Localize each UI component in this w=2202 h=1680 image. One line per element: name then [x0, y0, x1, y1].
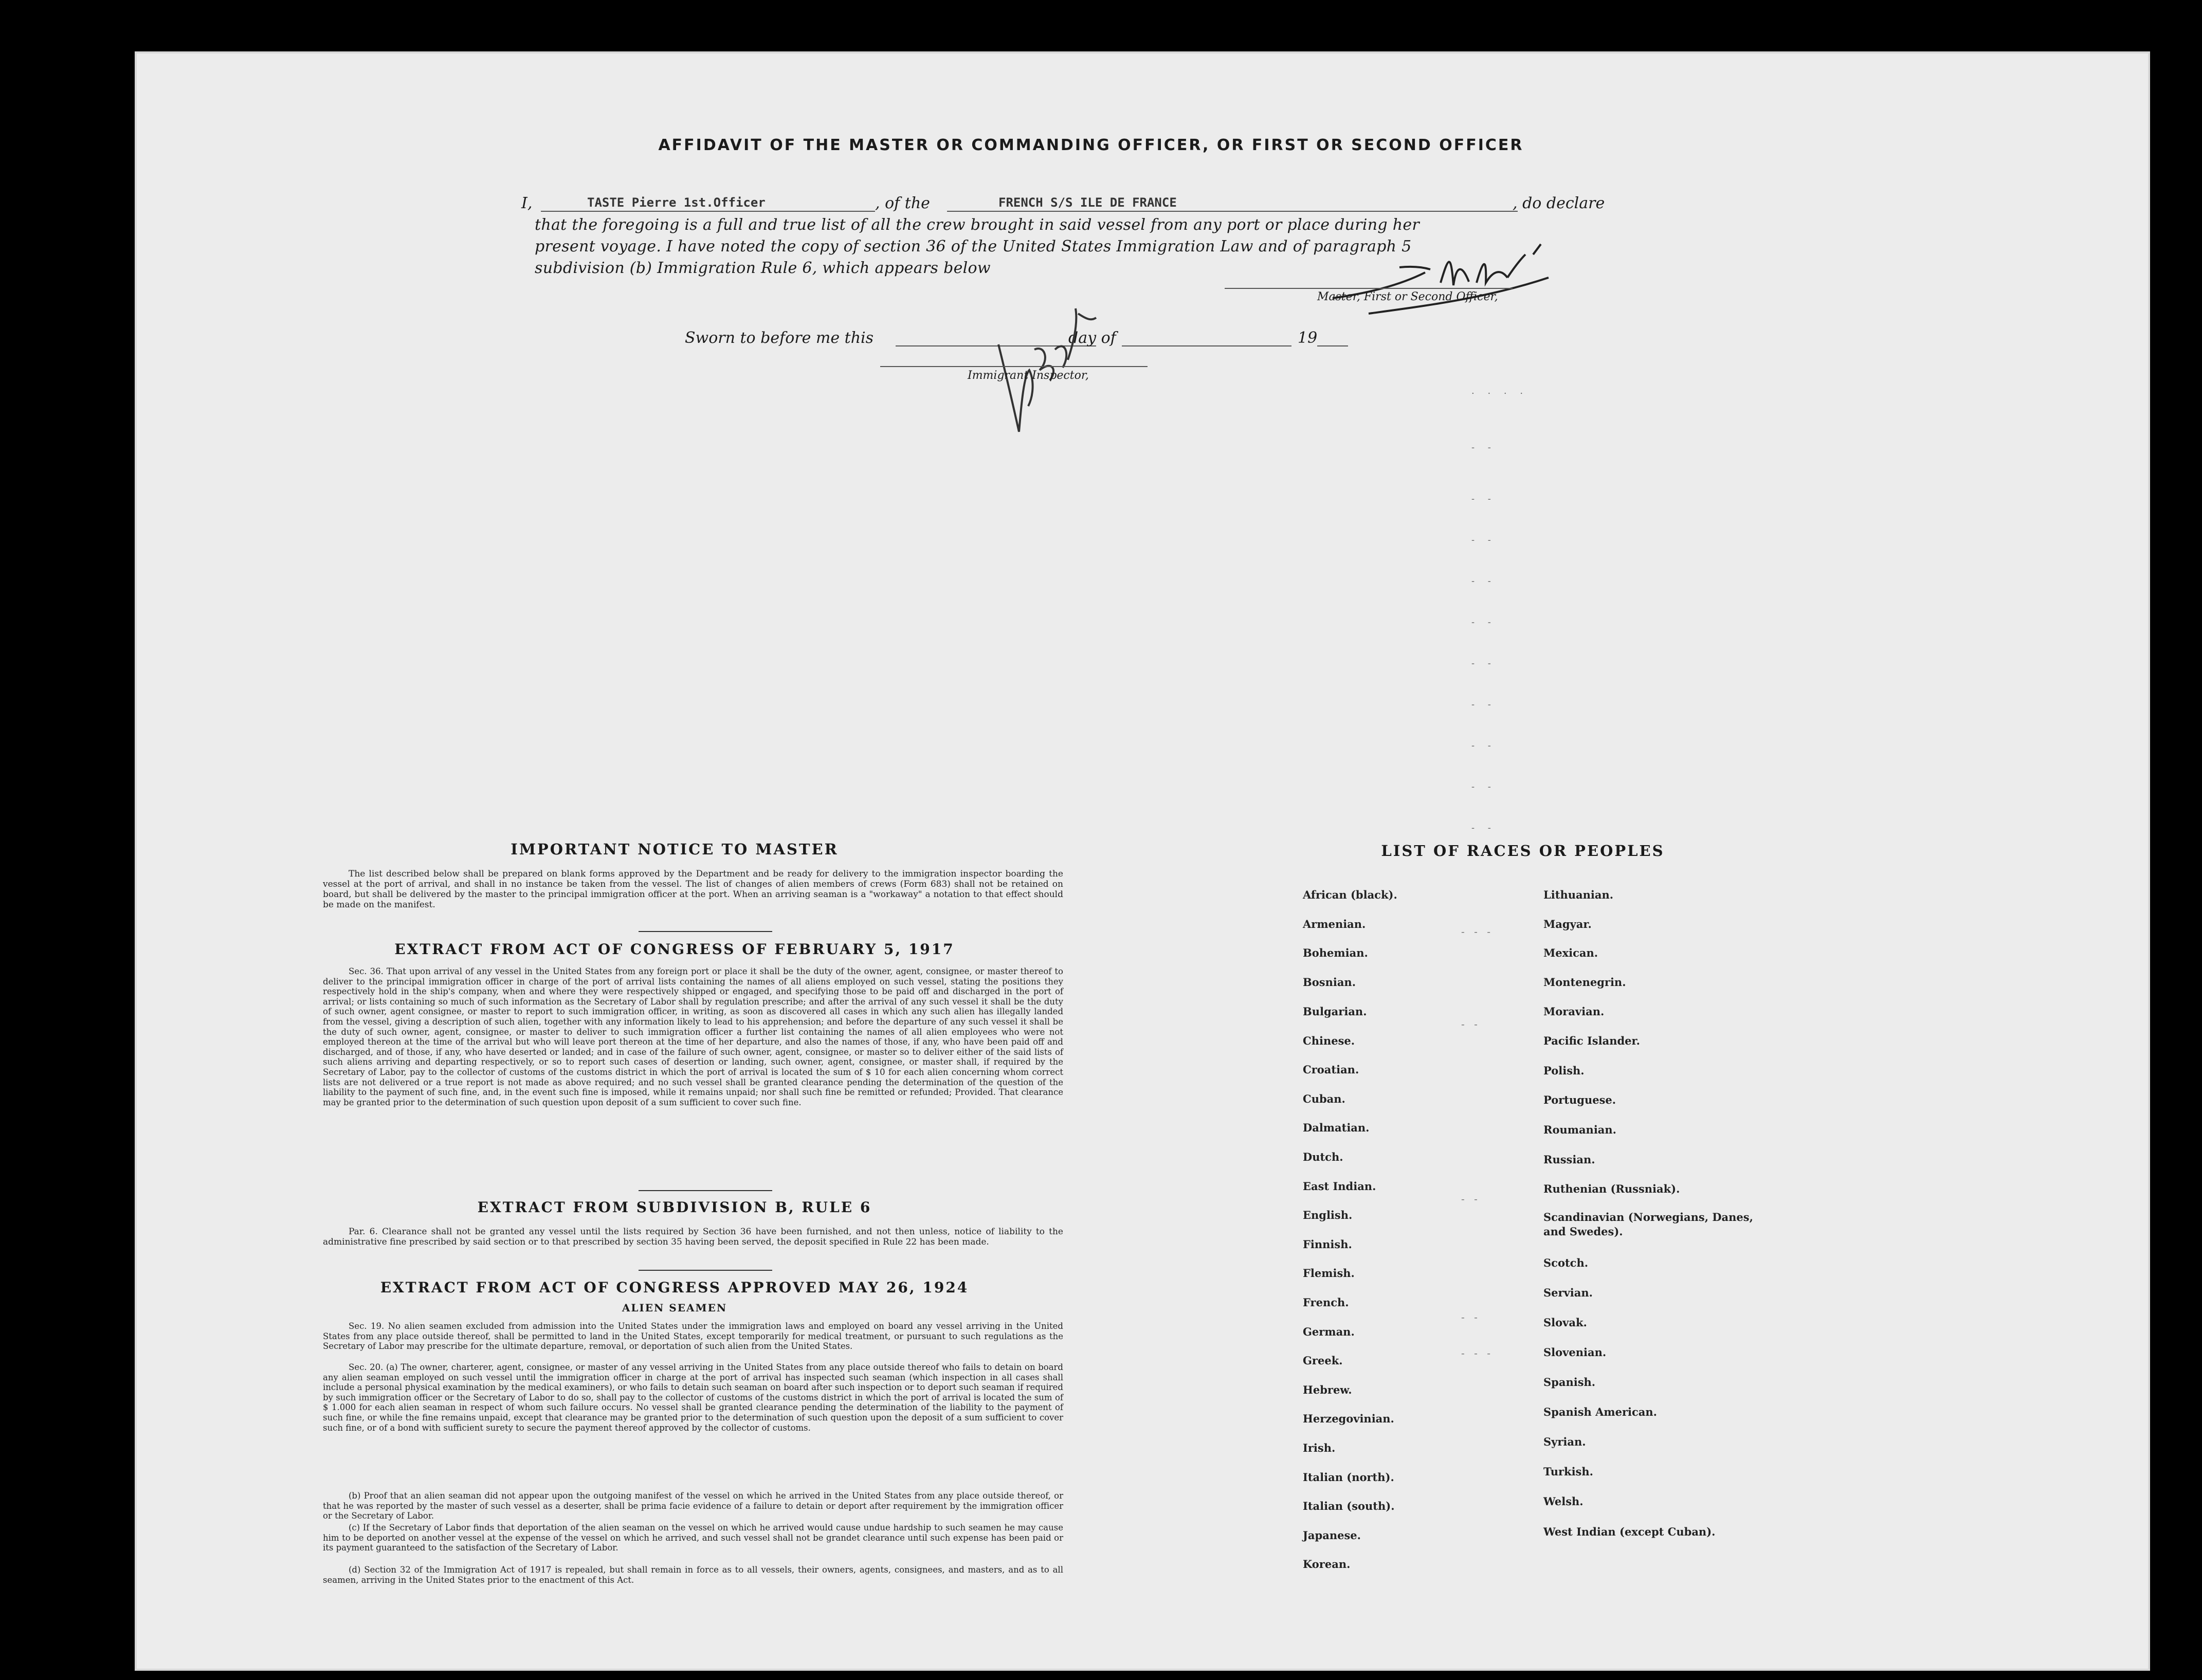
race-item: Spanish American.	[1543, 1405, 1657, 1418]
affidavit-line-2: that the foregoing is a full and true list of all the crew brought in said vessel from any port or place during her	[535, 216, 1420, 234]
rule6-text: Par. 6. Clearance shall not be granted any vessel until the lists required by Section 36 have been furnished, and not then unless, notice of liability to the administrative fine prescribed by said section or to that prescribed by section 35 having been served, the deposit specified in Rule 22 has been made.	[323, 1227, 1063, 1247]
race-item: Armenian.	[1303, 918, 1366, 930]
sworn-month-line	[1122, 345, 1291, 346]
notice-title: IMPORTANT NOTICE TO MASTER	[511, 841, 839, 858]
race-item: Slovak.	[1543, 1316, 1587, 1329]
race-item: Moravian.	[1543, 1005, 1605, 1018]
race-item: French.	[1303, 1296, 1349, 1309]
inspector-line	[880, 366, 1148, 367]
column-mark: - -	[1461, 1311, 1481, 1323]
vessel-line	[947, 211, 1518, 212]
sec20b-text: (b) Proof that an alien seaman did not appear upon the outgoing manifest of the vessel on which he arrived in the United States from any place outside thereof, or that he was reported by the master of such vessel as a deserter, shall be prima facie evidence of a failure to detain or deport after requirement by the immigration officer or the Secretary of Labor.	[323, 1491, 1063, 1521]
race-item: West Indian (except Cuban).	[1543, 1525, 1716, 1538]
affidavit-i-label: I,	[521, 194, 533, 212]
sec19-text: Sec. 19. No alien seamen excluded from admission into the United States under the immigration laws and employed on board any vessel arriving in the United States from any place outside thereof, shall be permitted to land in the United States, except temporarily for medical treatment, or pursuant to such regulations as the Secretary of Labor may prescribe for the ultimate departure, removal, or deportation of such alien from the United States.	[323, 1321, 1063, 1352]
column-mark: - -	[1471, 494, 1496, 504]
name-line	[541, 211, 875, 212]
race-item: Magyar.	[1543, 918, 1592, 930]
race-item: African (black).	[1303, 888, 1397, 901]
affidavit-title: AFFIDAVIT OF THE MASTER OR COMMANDING OFFICER, OR FIRST OR SECOND OFFICER	[658, 136, 1524, 154]
race-item: Pacific Islander.	[1543, 1034, 1640, 1047]
column-mark: - - -	[1461, 925, 1494, 938]
signature-line	[1225, 288, 1513, 289]
year-label: 19	[1298, 329, 1318, 347]
inspector-caption: Immigrant Inspector,	[968, 369, 1089, 382]
sec20d-text: (d) Section 32 of the Immigration Act of 1917 is repealed, but shall remain in force as to all vessels, their owners, agents, consignees, and masters, and as to all seamen, arriving in the United States prior to the enactment of this Act.	[323, 1565, 1063, 1585]
sworn-label: Sworn to before me this	[685, 329, 874, 347]
signature-caption: Master, First or Second Officer,	[1317, 290, 1498, 303]
column-mark: - - -	[1461, 1347, 1494, 1359]
alien-seamen-subtitle: ALIEN SEAMEN	[622, 1302, 727, 1314]
column-mark: - -	[1461, 1018, 1481, 1030]
of-the-label: , of the	[875, 194, 930, 212]
race-item: Hebrew.	[1303, 1383, 1352, 1396]
race-item: Bohemian.	[1303, 946, 1368, 959]
race-item: Servian.	[1543, 1286, 1593, 1299]
extract-1917-title: EXTRACT FROM ACT OF CONGRESS OF FEBRUARY 5, 1917	[394, 941, 955, 958]
race-item: Ruthenian (Russniak).	[1543, 1182, 1680, 1195]
race-item: German.	[1303, 1325, 1355, 1338]
vessel-name: FRENCH S/S ILE DE FRANCE	[998, 195, 1177, 210]
column-mark: - -	[1471, 781, 1496, 792]
race-item: Irish.	[1303, 1441, 1336, 1454]
affidavit-line-3: present voyage. I have noted the copy of section 36 of the United States Immigration Law and of paragraph 5	[535, 238, 1412, 255]
sworn-year-line	[1317, 345, 1348, 346]
column-mark: - -	[1471, 823, 1496, 833]
race-item: Mexican.	[1543, 946, 1598, 959]
race-item: Scandinavian (Norwegians, Danes, and Swedes).	[1543, 1211, 1753, 1238]
race-item: English.	[1303, 1209, 1353, 1221]
divider	[639, 1270, 772, 1271]
column-mark: - -	[1471, 699, 1496, 710]
column-mark: - -	[1471, 617, 1496, 628]
column-mark: - -	[1471, 442, 1496, 453]
race-item: Welsh.	[1543, 1495, 1584, 1508]
race-item: Russian.	[1543, 1153, 1595, 1166]
document-page	[135, 51, 2150, 1671]
rule6-title: EXTRACT FROM SUBDIVISION B, RULE 6	[477, 1199, 872, 1216]
race-item: Korean.	[1303, 1558, 1351, 1571]
race-item: Greek.	[1303, 1354, 1343, 1367]
race-item: Scotch.	[1543, 1256, 1589, 1269]
column-mark: . . . .	[1471, 386, 1528, 396]
race-item: Cuban.	[1303, 1092, 1345, 1105]
race-item: Turkish.	[1543, 1465, 1593, 1478]
sec20c-text: (c) If the Secretary of Labor finds that deportation of the alien seaman on the vessel on which he arrived would cause undue hardship to such seamen he may cause him to be deported on another vessel at the expense of the vessel on which he arrived, and such vessel shall not be grandet clearance until such expense has been paid or its payment guaranteed to the satisfaction of the Secretary of Labor.	[323, 1523, 1063, 1553]
do-declare-label: , do declare	[1513, 194, 1605, 212]
day-of-label: day of	[1068, 329, 1116, 347]
column-mark: - -	[1471, 576, 1496, 587]
race-item: Bulgarian.	[1303, 1005, 1367, 1018]
race-item: Chinese.	[1303, 1034, 1355, 1047]
column-mark: - -	[1471, 740, 1496, 751]
race-item: Flemish.	[1303, 1267, 1355, 1280]
column-mark: - -	[1461, 1193, 1481, 1205]
notice-text: The list described below shall be prepared on blank forms approved by the Department and be ready for delivery to the immigration inspector boarding the vessel at the port of arrival, and shall in no instance be taken from the vessel. The list of changes of alien members of crews (Form 683) shall not be retained on board, but shall be delivered by the master to the principal immigration officer at the port. When an arriving seaman is a "workaway" a notation to that effect should be made on the manifest.	[323, 869, 1063, 910]
extract-1924-title: EXTRACT FROM ACT OF CONGRESS APPROVED MAY 26, 1924	[380, 1279, 969, 1296]
race-item: Japanese.	[1303, 1529, 1361, 1542]
race-item: Bosnian.	[1303, 976, 1356, 989]
race-item: Roumanian.	[1543, 1123, 1616, 1136]
race-item: Finnish.	[1303, 1238, 1352, 1251]
race-item: Italian (south).	[1303, 1500, 1395, 1512]
race-item: Slovenian.	[1543, 1346, 1607, 1359]
affidavit-line-4: subdivision (b) Immigration Rule 6, which appears below	[535, 259, 991, 277]
race-item: Polish.	[1543, 1064, 1585, 1077]
column-mark: - -	[1471, 658, 1496, 669]
race-item: Montenegrin.	[1543, 976, 1626, 989]
race-item: Italian (north).	[1303, 1471, 1394, 1484]
divider	[639, 931, 772, 932]
sec20a-text: Sec. 20. (a) The owner, charterer, agent, consignee, or master of any vessel arriving in the United States from any place outside thereof who fails to detain on board any alien seaman employed on such vessel until the immigration officer in charge at the port of arrival has inspected such seaman (which inspection in all cases shall include a personal physical examination by the medical examiners), or who fails to detain such seaman on board after such inspection or to deport such seaman if required by such immigration officer or the Secretary of Labor to do so, shall pay to the collector of customs of the customs district in which the port of arrival is located the sum of $ 1.000 for each alien seaman in respect of whom such failure occurs. No vessel shall be granted clearance pending the determination of the liability to the payment of such fine, or while the fine remains unpaid, except that clearance may be granted prior to the determination of such question upon the deposit of a sum sufficient to cover such fine, or of a bond with sufficient surety to secure the payment thereof approved by the collector of customs.	[323, 1362, 1063, 1433]
officer-name: TASTE Pierre 1st.Officer	[587, 195, 766, 210]
divider	[639, 1190, 772, 1191]
race-item: Syrian.	[1543, 1435, 1586, 1448]
race-item: Croatian.	[1303, 1063, 1359, 1076]
race-item: Portuguese.	[1543, 1093, 1616, 1106]
race-item: East Indian.	[1303, 1180, 1376, 1193]
race-item: Dutch.	[1303, 1151, 1343, 1163]
column-mark: - -	[1471, 535, 1496, 545]
race-item: Herzegovinian.	[1303, 1412, 1394, 1425]
officer-signature	[1322, 236, 1579, 319]
extract-1917-text: Sec. 36. That upon arrival of any vessel in the United States from any foreign port or place it shall be the duty of the owner, agent, consignee, or master thereof to deliver to the principal immigration officer in charge of the port of arrival lists containing the names of all aliens employed on such vessel, stating the positions they respectively hold in the ship's company, when and where they were respectively shipped or engaged, and specifying those to be paid off and discharged in the port of arrival; or lists containing so much of such information as the Secretary of Labor shall by regulation prescribe; and after the arrival of any such vessel it shall be the duty of such owner, agent consignee, or master to report to such immigration officer, in writing, as soon as discovered all cases in which any such alien has illegally landed from the vessel, giving a description of such alien, together with any information likely to lead to his apprehension; and before the departure of any such vessel it shall be the duty of such owner, agent, consignee, or master to deliver to such immigration officer a further list containing the names of all alien employees who were not employed thereon at the time of the arrival but who will leave port thereon at the time of her departure, and also the names of those, if any, who have been paid off and discharged, and of those, if any, who have deserted or landed; and in case of the failure of such owner, agent, consignee, or master so to deliver either of the said lists of such aliens arriving and departing respectively, or so to report such cases of desertion or landing, such owner, agent, consignee, or master shall, if required by the Secretary of Labor, pay to the collector of customs of the customs district in which the port of arrival is located the sum of $ 10 for each alien concerning whom correct lists are not delivered or a true report is not made as above required; and no such vessel shall be granted clearance pending the determination of the question of the liability to the payment of such fine, and, in the event such fine is imposed, while it remains unpaid; nor shall such fine be remitted or refunded; Provided. That clearance may be granted prior to the determination of such question upon deposit of a sum sufficient to cover such fine.	[323, 966, 1063, 1107]
race-item: Dalmatian.	[1303, 1121, 1370, 1134]
race-item: Lithuanian.	[1543, 888, 1614, 901]
race-item: Spanish.	[1543, 1376, 1596, 1389]
races-title: LIST OF RACES OR PEOPLES	[1381, 842, 1665, 860]
